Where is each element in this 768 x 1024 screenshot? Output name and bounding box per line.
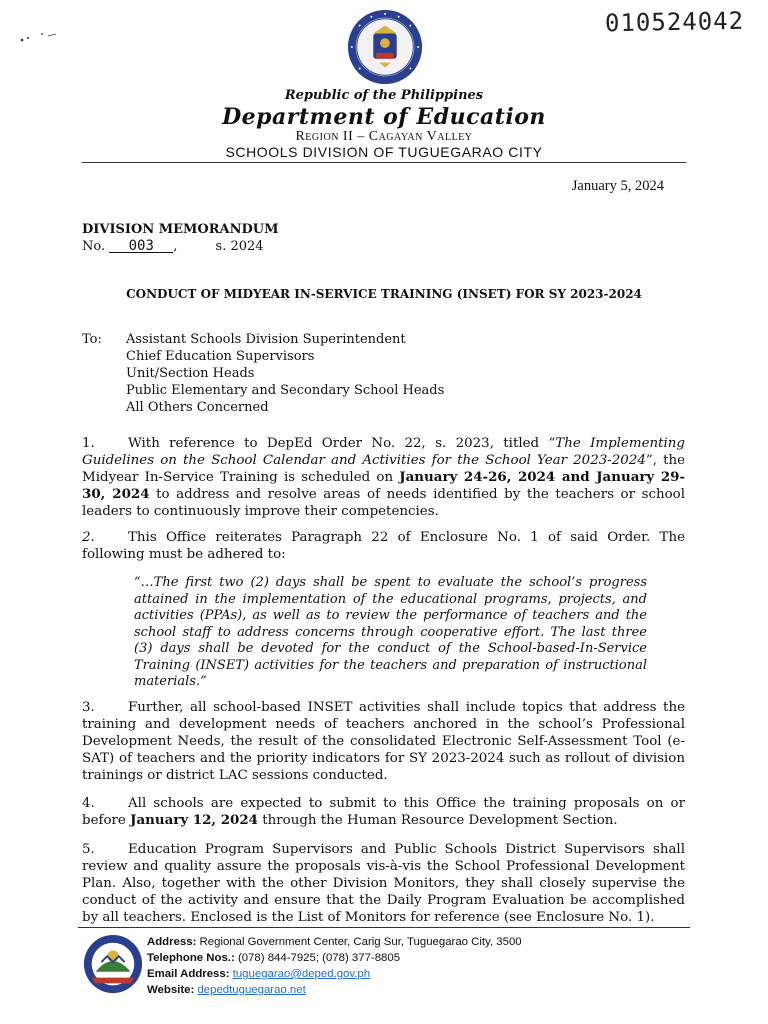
address-value: Regional Government Center, Carig Sur, Tuguegarao City, 3500 <box>199 936 522 948</box>
memo-subject: CONDUCT OF MIDYEAR IN-SERVICE TRAINING (INSET) FOR SY 2023-2024 <box>126 287 642 301</box>
paragraph-text: through the Human Resource Development Section. <box>258 813 618 828</box>
paragraph-text: This Office reiterates Paragraph 22 of Enclosure No. 1 of said Order. The following must be adhered to: <box>82 530 685 562</box>
address-label: Address: <box>147 936 197 948</box>
memo-heading <box>82 222 279 254</box>
memo-title: DIVISION MEMORANDUM <box>82 222 279 237</box>
paragraph-text: Further, all school-based INSET activities shall include topics that address the training and development needs of teachers anchored in the school’s Professional Development Needs, the result of the consolidated Electronic Self-Assessment Tool (e-SAT) of teachers and the priority indicators for SY 2023-2024 such as rollout of division trainings or district LAC sessions conducted. <box>82 700 685 783</box>
recipient-item: Unit/Section Heads <box>126 366 255 381</box>
deped-seal-icon <box>346 8 424 86</box>
paragraph-1 <box>82 435 685 520</box>
footer-email-line <box>147 966 522 982</box>
recipient-item: Public Elementary and Secondary School Heads <box>126 383 445 398</box>
header-divider <box>82 162 686 163</box>
footer-divider <box>78 927 690 928</box>
division-logo-icon <box>82 933 144 995</box>
footer-website-line <box>147 982 522 998</box>
memo-number-line <box>82 239 279 254</box>
paragraph-text: With reference to DepEd Order No. 22, s. 2023, titled “ <box>128 436 556 451</box>
recipient-item: Assistant Schools Division Superintendent <box>126 332 406 347</box>
paragraph-text: Education Program Supervisors and Public Schools District Supervisors shall review and quality assure the proposals vis-à-vis the School Professional Development Plan. Also, together with the other Division Monitors, they shall closely supervise the conduct of the activity and ensure that the Daily Program Evaluation be accomplished by all teachers. Enclosed is the List of Monitors for reference (see Enclosure No. 1). <box>82 842 685 925</box>
paragraph-3 <box>82 699 685 784</box>
website-link[interactable]: depedtuguegarao.net <box>197 984 306 996</box>
submission-deadline: January 12, 2024 <box>130 812 258 828</box>
contact-footer <box>147 934 522 998</box>
memo-series: s. 2024 <box>215 239 264 254</box>
handwritten-code: 010524042 <box>604 6 745 38</box>
quoted-order-text: “…The first two (2) days shall be spent to evaluate the school’s progress attained in the implementation of the educational programs, projects, and activities (PPAs), as well as to review the performance of teachers and the school staff to address concerns through cooperative effort. The last three (3) days shall be devoted for the conduct of the School-based-In-Service Training (INSET) activities for the teachers and preparation of instructional materials.” <box>134 575 647 689</box>
footer-address-line <box>147 934 522 950</box>
paragraph-text: All schools are expected to submit to this Office the training proposals on or before <box>82 796 685 828</box>
memo-number: 003 <box>109 240 173 253</box>
recipients-label: To: <box>82 332 102 347</box>
paragraph-2 <box>82 529 685 563</box>
email-label: Email Address: <box>147 968 230 980</box>
paragraph-number: 2. <box>82 530 95 545</box>
paragraph-5 <box>82 841 685 926</box>
telephone-label: Telephone Nos.: <box>147 952 235 964</box>
scan-specks <box>18 28 68 48</box>
deped-order-title: The Implementing Guidelines on the School Calendar and Activities for the School Year 2023-2024 <box>82 436 685 468</box>
footer-telephone-line <box>147 950 522 966</box>
email-link[interactable]: tuguegarao@deped.gov.ph <box>232 968 371 980</box>
republic-heading: Republic of the Philippines <box>284 88 484 103</box>
memo-number-label: No. <box>82 239 106 254</box>
paragraph-number: 4. <box>82 796 95 811</box>
inset-dates: January 24-26, 2024 and January 29-30, 2024 <box>82 469 686 502</box>
paragraph-number: 3. <box>82 700 95 715</box>
recipient-item: All Others Concerned <box>126 400 269 415</box>
paragraph-number: 1. <box>82 436 95 451</box>
region-heading: Region II – Cagayan Valley <box>295 129 473 144</box>
recipient-item: Chief Education Supervisors <box>126 349 315 364</box>
division-heading: SCHOOLS DIVISION OF TUGUEGARAO CITY <box>225 144 543 160</box>
memo-date: January 5, 2024 <box>571 178 664 194</box>
paragraph-number: 5. <box>82 842 95 857</box>
paragraph-4 <box>82 795 685 829</box>
paragraph-text: to address and resolve areas of needs identified by the teachers or school leaders to continuously improve their competencies. <box>82 487 685 519</box>
website-label: Website: <box>147 984 195 996</box>
memo-number-comma: , <box>173 239 178 254</box>
telephone-value: (078) 844-7925; (078) 377-8805 <box>237 952 401 964</box>
recipients-list <box>126 331 444 416</box>
paragraph-text: ”, the Midyear In-Service Training is scheduled on <box>82 453 686 485</box>
department-heading: Department of Education <box>222 104 546 130</box>
